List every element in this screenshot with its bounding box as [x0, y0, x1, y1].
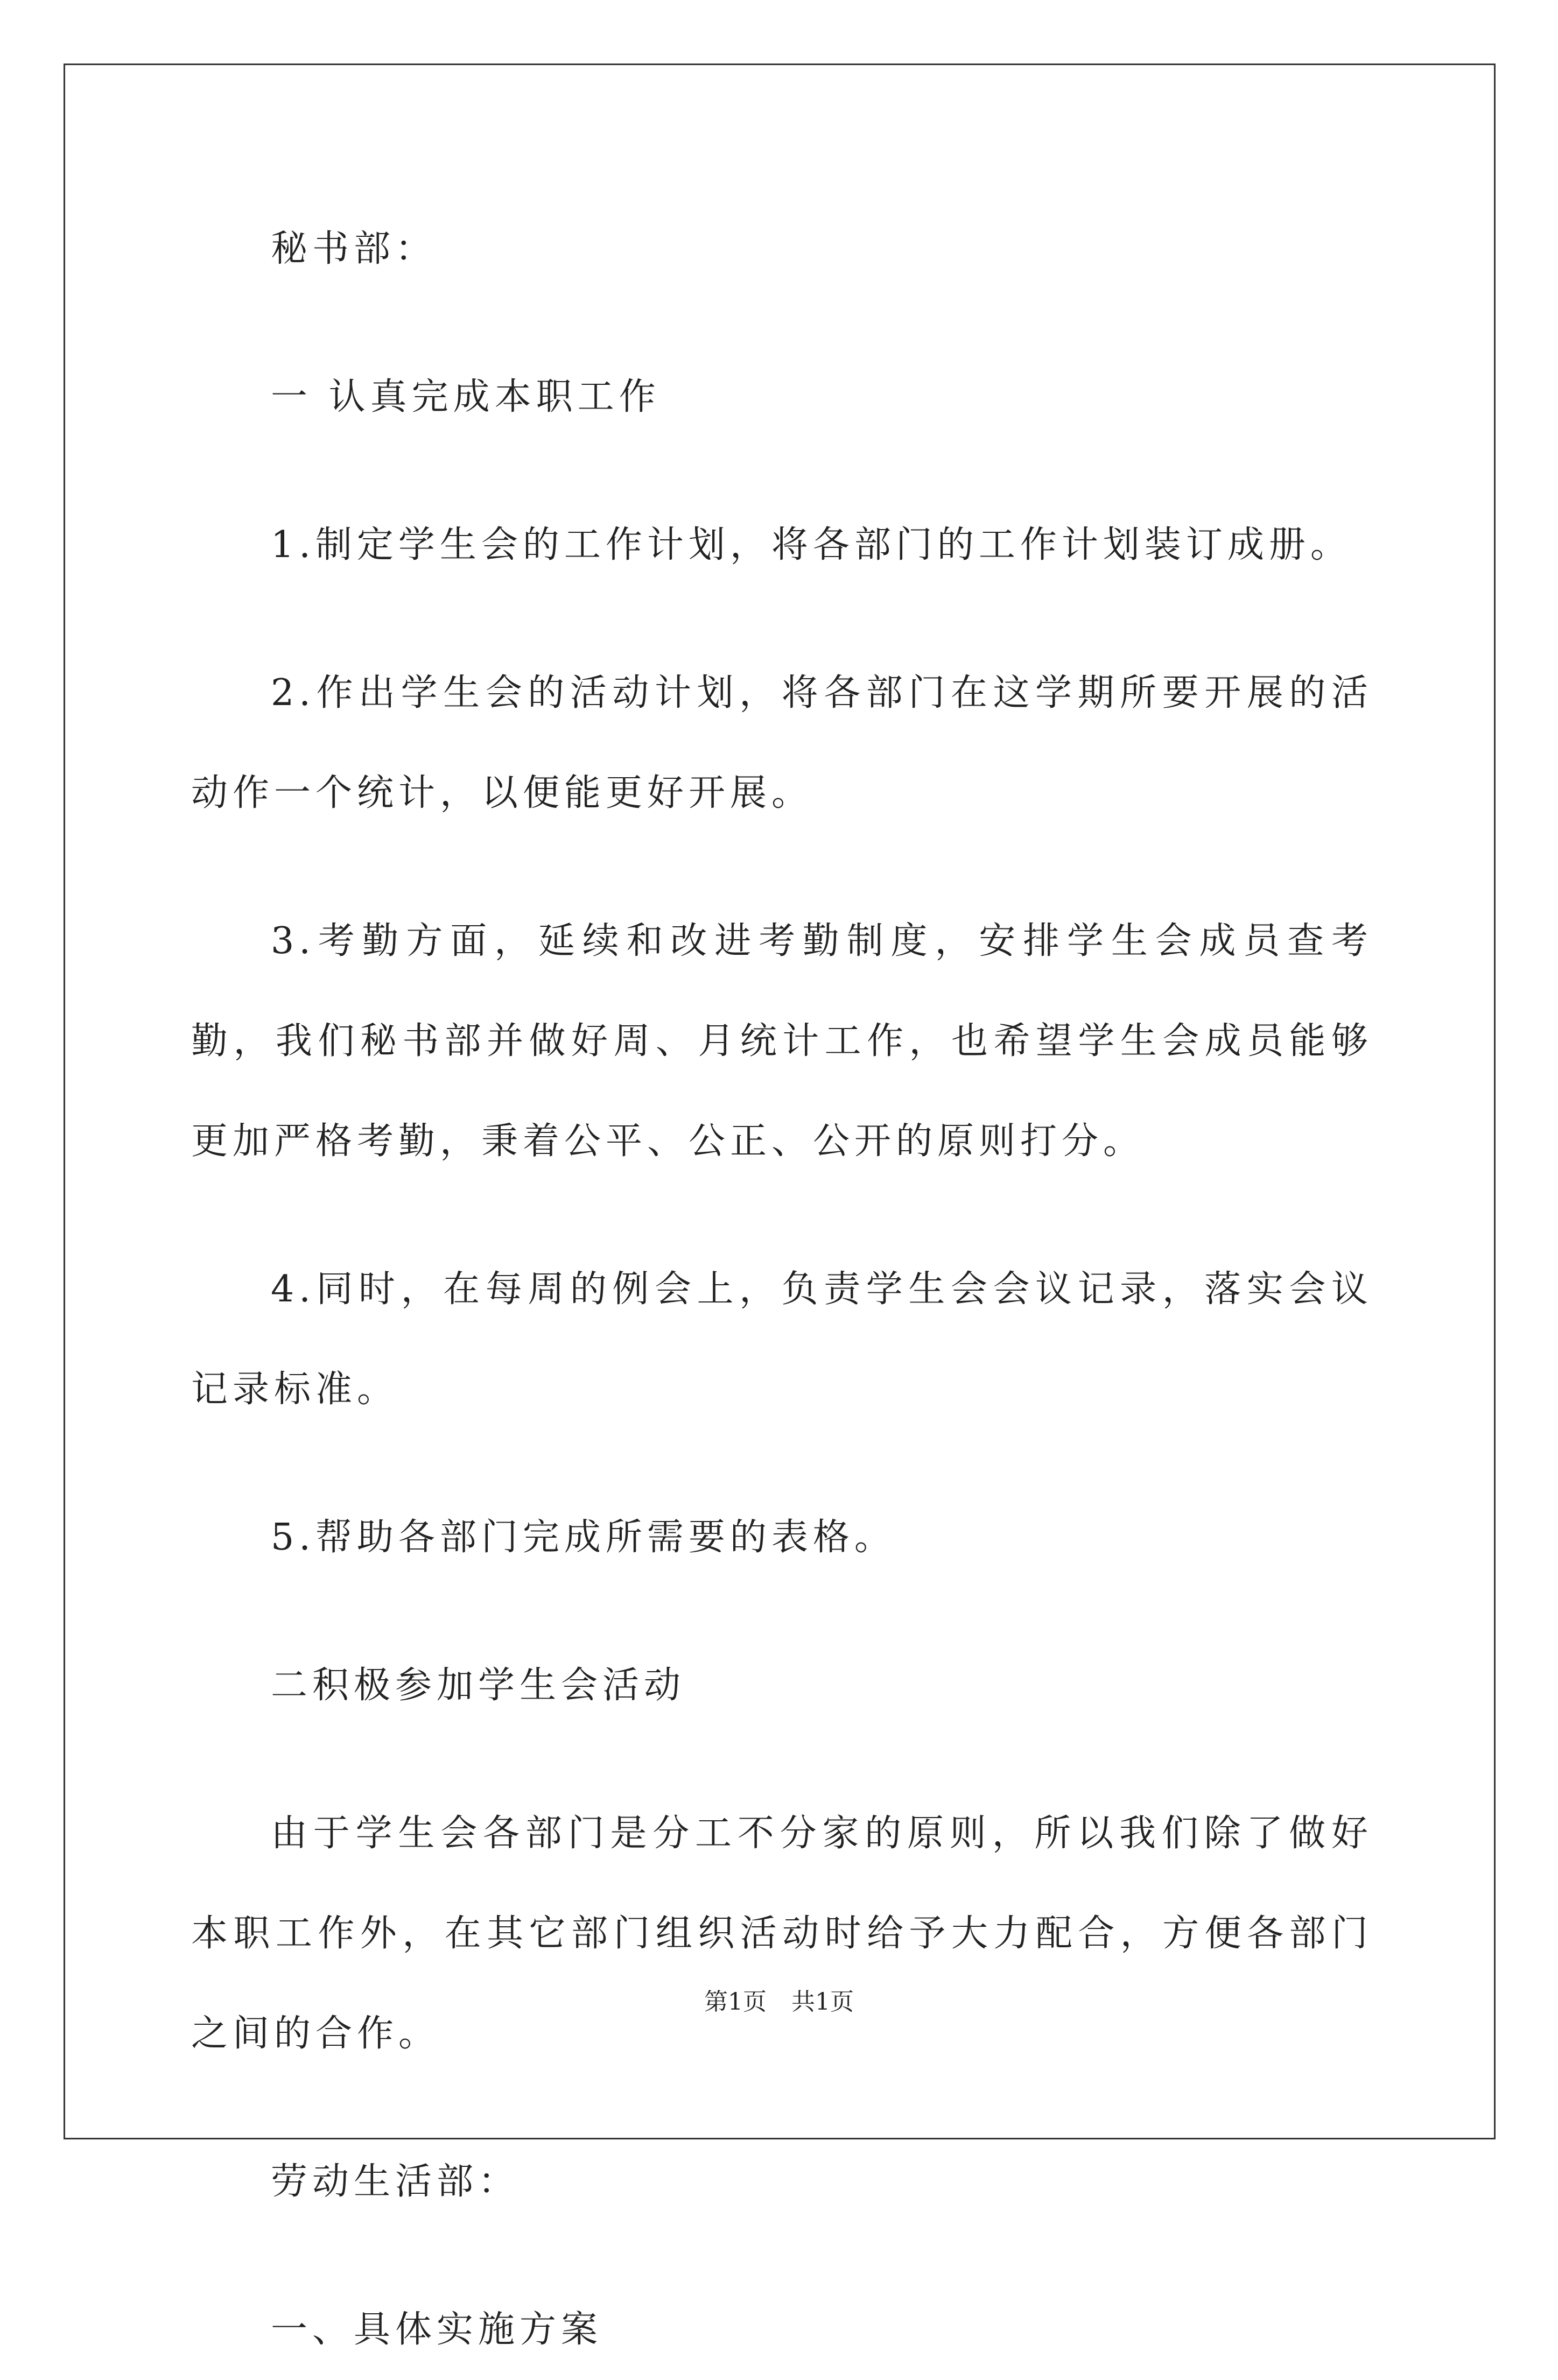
paragraph-labor-department-heading: 劳动生活部：	[271, 2160, 520, 2203]
paragraph-section-two-title: 二积极参加学生会活动	[271, 1664, 686, 1707]
page-footer	[0, 1986, 1558, 2018]
paragraph-item-2: 2.作出学生会的活动计划，将各部门在这学期所要开展的活动作一个统计，以便能更好开展。	[191, 672, 1373, 814]
page-total: 共1页	[791, 1988, 854, 2016]
page-number: 第1页	[704, 1988, 767, 2016]
paragraph-section-two-body: 由于学生会各部门是分工不分家的原则，所以我们除了做好本职工作外，在其它部门组织活动时给予大力配合，方便各部门之间的合作。	[191, 1812, 1373, 2055]
paragraph-item-1: 1.制定学生会的工作计划，将各部门的工作计划装订成册。	[271, 524, 1352, 566]
paragraph-secretariat-heading: 秘书部：	[271, 228, 437, 270]
paragraph-item-5: 5.帮助各部门完成所需要的表格。	[271, 1516, 896, 1559]
paragraph-item-3: 3.考勤方面，延续和改进考勤制度，安排学生会成员查考勤，我们秘书部并做好周、月统计工作，也希望学生会成员能够更加严格考勤，秉着公平、公正、公开的原则打分。	[191, 920, 1373, 1163]
paragraph-item-4: 4.同时，在每周的例会上，负责学生会会议记录，落实会议记录标准。	[191, 1268, 1373, 1411]
paragraph-implementation-plan-title: 一、具体实施方案	[271, 2308, 603, 2351]
document-body	[191, 199, 1373, 2380]
paragraph-section-one-title: 一 认真完成本职工作	[271, 376, 661, 418]
